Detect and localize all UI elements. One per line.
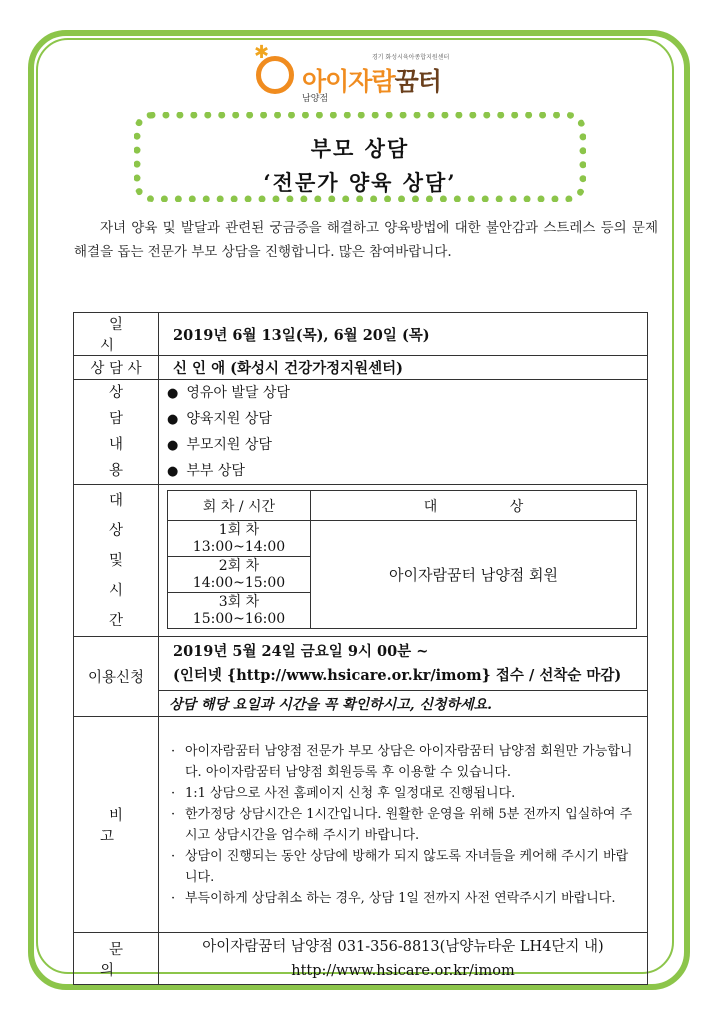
apply-note: 상담 해당 요일과 시간을 꼭 확인하시고, 신청하세요. bbox=[159, 691, 648, 717]
bullet-icon: ● bbox=[167, 464, 179, 479]
schedule-cell bbox=[159, 485, 648, 637]
list-item bbox=[159, 458, 647, 484]
remark-marker: · bbox=[171, 890, 176, 906]
content-label-line-2: 내 용 bbox=[108, 437, 141, 479]
target-label bbox=[74, 485, 159, 637]
bullet-icon: ● bbox=[167, 412, 179, 427]
title-line-2: ‘전문가 양육 상담’ bbox=[263, 170, 457, 195]
apply-line-2: (인터넷 {http://www.hsicare.or.kr/imom} 접수 / 선착순 마감) bbox=[173, 666, 622, 684]
remark-marker: · bbox=[171, 785, 176, 801]
remark-marker: · bbox=[171, 806, 176, 822]
session-time: 15:00~16:00 bbox=[192, 610, 286, 627]
schedule-header-session: 회 차 / 시간 bbox=[168, 491, 311, 521]
target-label-line-1: 대 상 bbox=[108, 492, 141, 539]
session-cell bbox=[168, 557, 311, 593]
schedule-header-target bbox=[311, 491, 637, 521]
logo-brand-b: 꿈터 bbox=[394, 67, 441, 96]
content-label bbox=[74, 380, 159, 485]
remark-text: 아이자람꿈터 남양점 전문가 부모 상담은 아이자람꿈터 남양점 회원만 가능합니다. 아이자람꿈터 남양점 회원등록 후 이용할 수 있습니다. bbox=[185, 743, 633, 780]
remark-text: 1:1 상담으로 사전 홈페이지 신청 후 일정대로 진행됩니다. bbox=[185, 785, 516, 801]
remark-marker: · bbox=[171, 848, 176, 864]
apply-info bbox=[159, 637, 648, 691]
remark-label bbox=[74, 717, 159, 933]
target-label-line-3: 시 간 bbox=[108, 582, 141, 629]
bullet-icon: ● bbox=[167, 438, 179, 453]
contact-label-text: 문 의 bbox=[99, 941, 141, 979]
remark-list bbox=[159, 717, 648, 933]
content-item-text: 영유아 발달 상담 bbox=[186, 385, 290, 401]
contact-label bbox=[74, 933, 159, 985]
date-value: 2019년 6월 13일(목), 6월 20일 (목) bbox=[159, 313, 648, 356]
list-item bbox=[171, 846, 637, 888]
list-item bbox=[159, 380, 647, 406]
content-item-text: 양육지원 상담 bbox=[186, 411, 272, 427]
apply-line-1: 2019년 5월 24일 금요일 9시 00분 ~ bbox=[173, 642, 429, 660]
remark-text: 부득이하게 상담취소 하는 경우, 상담 1일 전까지 사전 연락주시기 바랍니다. bbox=[185, 890, 616, 906]
session-name: 3회 차 bbox=[218, 593, 260, 610]
target-label-line-2: 및 bbox=[108, 552, 123, 569]
content-list bbox=[159, 380, 648, 485]
list-item bbox=[171, 783, 637, 804]
title-box bbox=[134, 112, 586, 202]
apply-label: 이용신청 bbox=[74, 637, 159, 717]
bullet-icon: ● bbox=[167, 386, 179, 401]
star-icon: ✱ bbox=[254, 42, 270, 63]
logo-org-name: 경기 화성시육아종합지원센터 bbox=[372, 54, 450, 61]
counselor-label: 상 담 사 bbox=[74, 356, 159, 380]
content-label-line-1: 상 담 bbox=[108, 385, 141, 427]
schedule-table bbox=[167, 490, 637, 629]
logo-branch: 남양점 bbox=[302, 94, 329, 104]
contact-url: http://www.hsicare.or.kr/imom bbox=[291, 962, 515, 979]
counselor-value: 신 인 애 (화성시 건강가정지원센터) bbox=[159, 356, 648, 380]
list-item bbox=[159, 432, 647, 458]
intro-text: 자녀 양육 및 발달과 관련된 궁금증을 해결하고 양육방법에 대한 불안감과 스트레스 등의 문제 해결을 돕는 전문가 부모 상담을 진행합니다. 많은 참여바랍니다. bbox=[74, 220, 658, 260]
remark-text: 상담이 진행되는 동안 상담에 방해가 되지 않도록 자녀들을 케어해 주시기 바랍니다. bbox=[185, 848, 629, 885]
contact-line-1: 아이자람꿈터 남양점 031-356-8813(남양뉴타운 LH4단지 내) bbox=[202, 938, 604, 955]
remark-label-text: 비 고 bbox=[99, 807, 141, 845]
session-name: 1회 차 bbox=[218, 521, 260, 538]
list-item bbox=[171, 804, 637, 846]
content-item-text: 부부 상담 bbox=[186, 463, 245, 479]
list-item bbox=[159, 406, 647, 432]
logo bbox=[248, 42, 478, 106]
session-cell bbox=[168, 593, 311, 629]
info-table bbox=[73, 312, 648, 985]
contact-info bbox=[159, 933, 648, 985]
date-label bbox=[74, 313, 159, 356]
session-cell bbox=[168, 521, 311, 557]
list-item bbox=[171, 888, 637, 909]
logo-brand-a: 아이자람 bbox=[302, 67, 395, 96]
content-item-text: 부모지원 상담 bbox=[186, 437, 272, 453]
session-name: 2회 차 bbox=[218, 557, 260, 574]
remark-marker: · bbox=[171, 743, 176, 759]
list-item bbox=[171, 741, 637, 783]
session-time: 14:00~15:00 bbox=[192, 574, 286, 591]
target-value: 아이자람꿈터 남양점 회원 bbox=[311, 521, 637, 629]
schedule-header-target-text: 대 상 bbox=[423, 498, 558, 515]
title-line-1: 부모 상담 bbox=[310, 136, 410, 161]
remark-text: 한가정당 상담시간은 1시간입니다. 원활한 운영을 위해 5분 전까지 입실하여 주시고 상담시간을 엄수해 주시기 바랍니다. bbox=[185, 806, 633, 843]
child-face-icon bbox=[256, 56, 294, 94]
session-time: 13:00~14:00 bbox=[192, 538, 286, 555]
date-label-text: 일 시 bbox=[99, 317, 141, 354]
